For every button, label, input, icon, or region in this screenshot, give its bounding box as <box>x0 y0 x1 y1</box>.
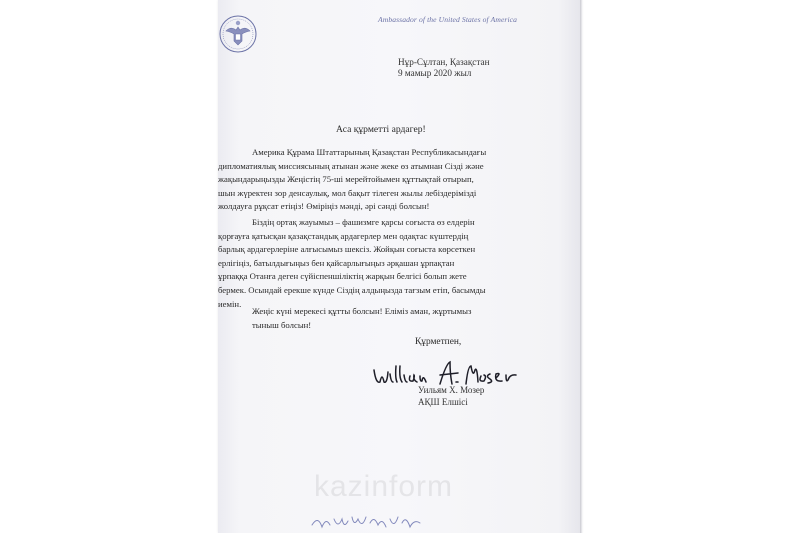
city-line: Нұр-Сұлтан, Қазақстан <box>398 57 490 67</box>
text-line: ұрпаққа Отанға деген сүйіспеншіліктің жарқын белгісі болып жете <box>218 271 467 282</box>
date-line: 9 мамыр 2020 жыл <box>398 68 472 78</box>
paragraph-greeting <box>218 146 548 214</box>
signer-block <box>418 384 484 408</box>
text-line: бермек. Осындай ерекше күнде Сіздің алдыңызда тағзым етіп, басымды <box>218 284 486 295</box>
salutation: Аса құрметті ардагер! <box>336 124 426 135</box>
paper-edge <box>580 0 583 533</box>
text-line: тыныш болсын! <box>252 319 312 330</box>
letterhead-title: Ambassador of the United States of America <box>378 15 518 24</box>
text-line: дипломатиялық миссиясының атынан және жеке өз атымнан Сізді және <box>218 160 484 171</box>
text-line: жолдауға рұқсат етіңіз! Өміріңіз мәнді, әрі сәнді болсын! <box>218 201 430 212</box>
letter-page <box>218 0 580 533</box>
text-line: иемін. <box>218 298 242 309</box>
text-line: барлық ардагерлеріне алғысымыз шексіз. Жойқын соғыста көрсеткен <box>218 244 476 255</box>
text-line: жақындарыңызды Жеңістің 75-ші мерейтойымен құттықтай отырып, <box>218 174 474 185</box>
paragraph-gratitude <box>218 216 548 311</box>
text-line: шын жүректен зор денсаулық, мол бақыт тілеген жылы лебіздерімізді <box>218 187 477 198</box>
text-line: ерлігіңіз, батылдығыңыз бен қайсарлығыңыз әрқашан ұрпақтан <box>218 257 455 268</box>
text-line: қорғауға қатысқан қазақстандық ардагерлер мен одақтас күштердің <box>218 230 469 241</box>
signer-position: АҚШ Елшісі <box>418 397 468 407</box>
handwritten-note <box>308 505 428 533</box>
text-line: Америка Құрама Штаттарының Қазақстан Республикасындағы <box>252 147 487 157</box>
place-and-date <box>398 57 489 79</box>
signer-name: Уильям Х. Мозер <box>418 385 485 395</box>
watermark-text: kazinform <box>314 470 454 503</box>
closing-text: Құрметпен, <box>415 337 462 347</box>
text-line: Жеңіс күні мерекесі құтты болсын! Еліміз аман, жұртымыз <box>252 306 472 316</box>
great-seal-icon <box>218 14 258 54</box>
paragraph-wishes <box>218 305 548 332</box>
text-line: Біздің ортақ жауымыз – фашизмге қарсы соғыста өз елдерін <box>252 217 475 227</box>
